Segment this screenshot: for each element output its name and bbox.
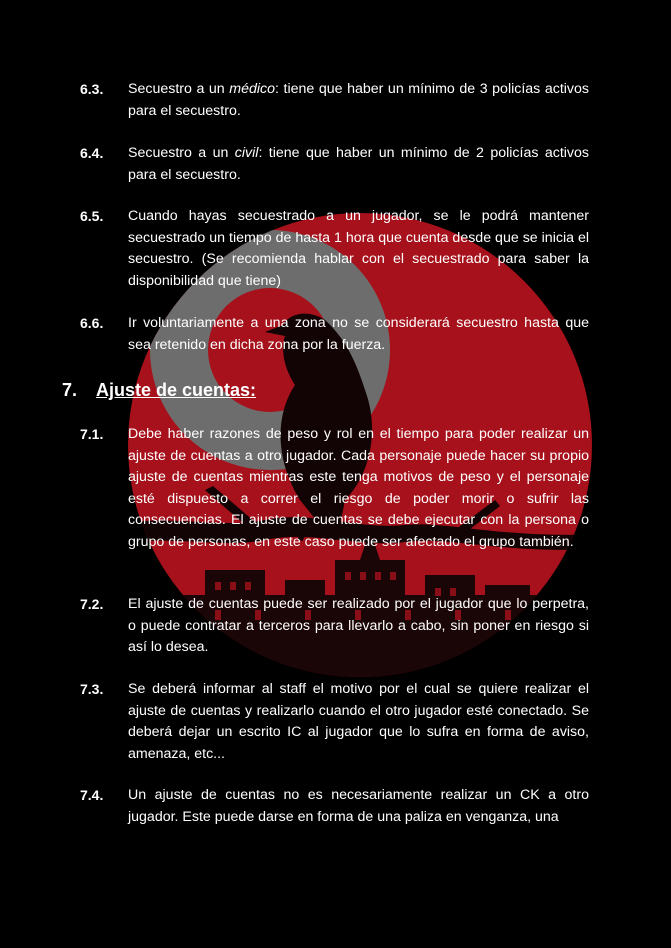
item-text: El ajuste de cuentas puede ser realizado por el jugador que lo perpetra, o puede contratar a terceros para llevarlo a cabo, sin poner en riesgo si así lo desea. [128,596,589,655]
item-number: 6.4. [80,145,104,161]
item-number: 7.4. [80,787,104,803]
item-text: Debe haber razones de peso y rol en el tiempo para poder realizar un ajuste de cuentas a otro jugador. Cada personaje puede hacer su propio ajuste de cuentas mientras este tenga motivos de peso y el personaje esté dispuesto a correr el riesgo de poder morir o sufrir las consecuencias. El ajuste de cuentas se debe ejecutar con la persona o grupo de personas, en este caso puede ser afectado el grupo también. [128,426,589,550]
section-title: Ajuste de cuentas: [96,380,257,400]
item-number: 6.6. [80,315,104,331]
item-text: Cuando hayas secuestrado a un jugador, se le podrá mantener secuestrado un tiempo de hasta 1 hora que cuenta desde que se inicia el secuestro. (Se recomienda hablar con el secuestrado para saber la disponibilidad que tiene) [128,208,589,289]
section-heading [62,377,256,403]
item-number: 6.3. [80,81,104,97]
item-text: Secuestro a un médico: tiene que haber un mínimo de 3 policías activos para el secuestro. [128,81,589,119]
item-text: Se deberá informar al staff el motivo por el cual se quiere realizar el ajuste de cuentas y realizarlo cuando el otro jugador esté conectado. Se deberá dejar un escrito IC al jugador que lo sufra en forma de aviso, amenaza, etc... [128,681,589,762]
item-number: 7.3. [80,681,104,697]
item-text: Un ajuste de cuentas no es necesariamente realizar un CK a otro jugador. Este puede darse en forma de una paliza en venganza, una [128,787,589,825]
item-text: Secuestro a un civil: tiene que haber un mínimo de 2 policías activos para el secuestro. [128,145,589,183]
section-number: 7. [62,380,78,400]
item-number: 6.5. [80,208,104,224]
item-text: Ir voluntariamente a una zona no se considerará secuestro hasta que sea retenido en dicha zona por la fuerza. [128,315,589,353]
item-number: 7.1. [80,426,104,442]
item-number: 7.2. [80,596,104,612]
